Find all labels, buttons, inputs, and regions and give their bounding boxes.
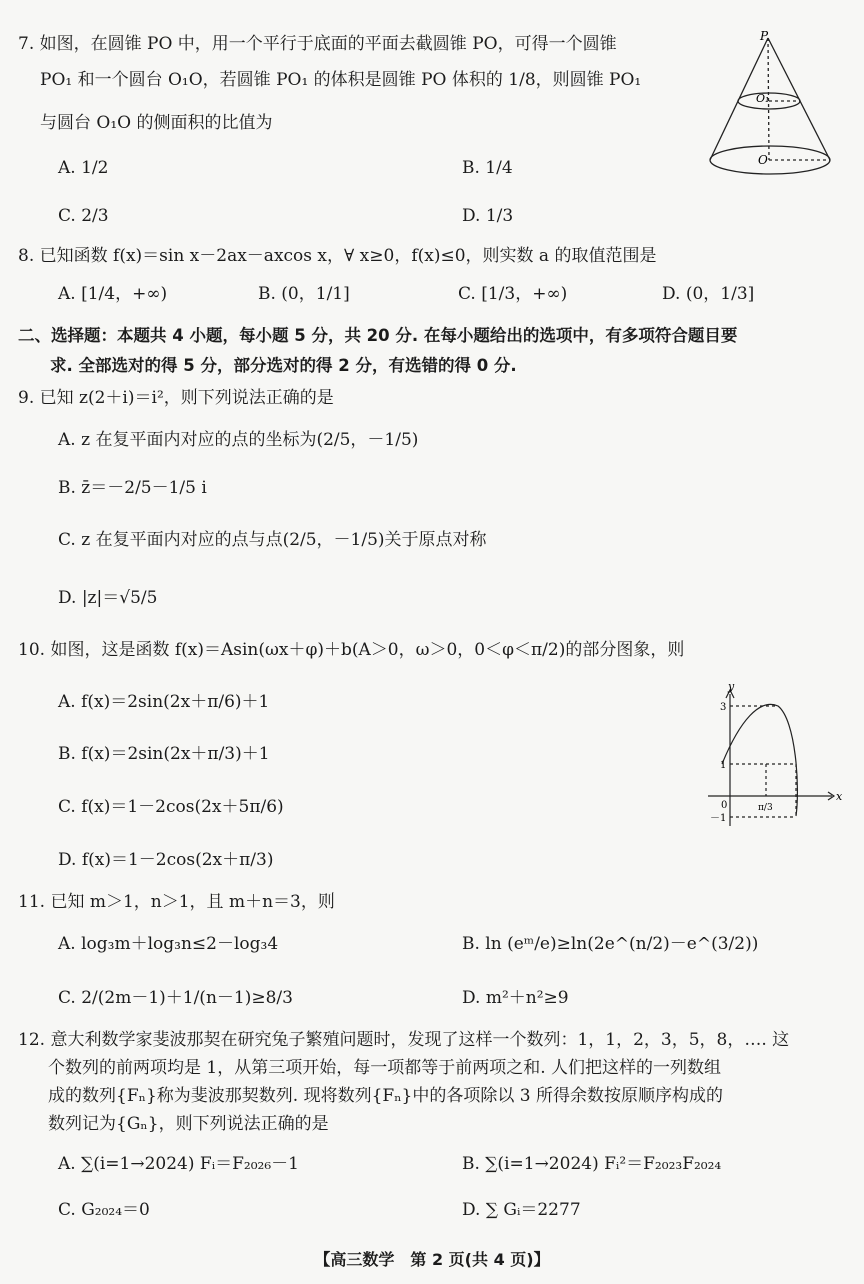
cone-figure — [700, 28, 850, 178]
q10-option-d: D. f(x)＝1－2cos(2x＋π/3) — [58, 850, 274, 870]
q10-line1: 10. 如图，这是函数 f(x)＝Asin(ωx＋φ)＋b(A＞0，ω＞0，0＜φ＜π/2)的部分图象，则 — [18, 640, 685, 660]
q12-line2: 个数列的前两项均是 1，从第三项开始，每一项都等于前两项之和. 人们把这样的一列数组 — [48, 1058, 722, 1078]
page-footer: 【高三数学 第 2 页(共 4 页)】 — [314, 1250, 550, 1269]
q12-option-c: C. G₂₀₂₄＝0 — [58, 1200, 150, 1220]
q9-line1: 9. 已知 z(2＋i)＝i²，则下列说法正确的是 — [18, 388, 334, 408]
q8-option-b: B. (0，1/1] — [258, 284, 350, 304]
q11-option-a: A. log₃m＋log₃n≤2－log₃4 — [58, 934, 279, 954]
q10-option-a: A. f(x)＝2sin(2x＋π/6)＋1 — [58, 692, 270, 712]
cone-label-o: O — [758, 153, 768, 167]
q7-line2: PO₁ 和一个圆台 O₁O，若圆锥 PO₁ 的体积是圆锥 PO 体积的 1/8，则圆锥 PO₁ — [40, 70, 642, 90]
q12-option-b: B. ∑(i=1→2024) Fᵢ²＝F₂₀₂₃F₂₀₂₄ — [462, 1154, 722, 1174]
q12-line3: 成的数列{Fₙ}称为斐波那契数列. 现将数列{Fₙ}中的各项除以 3 所得余数按原顺序构成的 — [48, 1086, 723, 1106]
cone-label-o1: O₁ — [756, 92, 770, 105]
q12-option-d: D. ∑ Gᵢ＝2277 — [462, 1200, 581, 1220]
q12-line4: 数列记为{Gₙ}，则下列说法正确的是 — [48, 1114, 329, 1134]
graph-label-three: 3 — [720, 702, 727, 713]
q7-line3: 与圆台 O₁O 的侧面积的比值为 — [40, 113, 273, 133]
q7-option-a: A. 1/2 — [58, 158, 109, 178]
q8-option-a: A. [1/4，+∞) — [58, 284, 168, 304]
q7-option-d: D. 1/3 — [462, 206, 514, 226]
q10-option-b: B. f(x)＝2sin(2x＋π/3)＋1 — [58, 744, 270, 764]
q9-option-b: B. z̄＝－2/5－1/5 i — [58, 478, 207, 498]
q7-line1: 7. 如图，在圆锥 PO 中，用一个平行于底面的平面去截圆锥 PO，可得一个圆锥 — [18, 34, 617, 54]
graph-label-one: 1 — [720, 760, 727, 771]
q8-option-c: C. [1/3，+∞) — [458, 284, 568, 304]
q7-option-c: C. 2/3 — [58, 206, 109, 226]
graph-label-neg1: －1 — [710, 813, 727, 824]
graph-label-pi3: π/3 — [758, 803, 773, 813]
q12-option-a: A. ∑(i=1→2024) Fᵢ＝F₂₀₂₆－1 — [58, 1154, 299, 1174]
q8-line1: 8. 已知函数 f(x)＝sin x－2ax－axcos x，∀ x≥0，f(x)≤0，则实数 a 的取值范围是 — [18, 246, 657, 266]
graph-label-y: y — [728, 680, 735, 693]
q11-option-d: D. m²＋n²≥9 — [462, 988, 569, 1008]
q12-line1: 12. 意大利数学家斐波那契在研究兔子繁殖问题时，发现了这样一个数列：1，1，2，3，5，8，…. 这 — [18, 1030, 790, 1050]
q11-line1: 11. 已知 m＞1，n＞1，且 m＋n＝3，则 — [18, 892, 335, 912]
q9-option-a: A. z 在复平面内对应的点的坐标为(2/5，－1/5) — [58, 430, 419, 450]
section2-line2: 求. 全部选对的得 5 分，部分选对的得 2 分，有选错的得 0 分. — [50, 356, 517, 375]
q8-option-d: D. (0，1/3] — [662, 284, 755, 304]
q7-option-b: B. 1/4 — [462, 158, 513, 178]
q11-option-b: B. ln (eᵐ/e)≥ln(2e^(n/2)－e^(3/2)) — [462, 934, 759, 954]
q10-option-c: C. f(x)＝1－2cos(2x＋5π/6) — [58, 797, 284, 817]
q9-option-c: C. z 在复平面内对应的点与点(2/5，－1/5)关于原点对称 — [58, 530, 487, 550]
cone-label-p: P — [760, 29, 769, 43]
graph-label-x: x — [836, 790, 843, 803]
graph-label-zero: 0 — [721, 800, 728, 811]
section2-line1: 二、选择题：本题共 4 小题，每小题 5 分，共 20 分. 在每小题给出的选项中，有多项符合题目要 — [18, 326, 738, 345]
q9-option-d: D. |z|＝√5/5 — [58, 588, 158, 608]
q11-option-c: C. 2/(2m－1)＋1/(n－1)≥8/3 — [58, 988, 293, 1008]
sine-graph-figure — [700, 676, 850, 836]
